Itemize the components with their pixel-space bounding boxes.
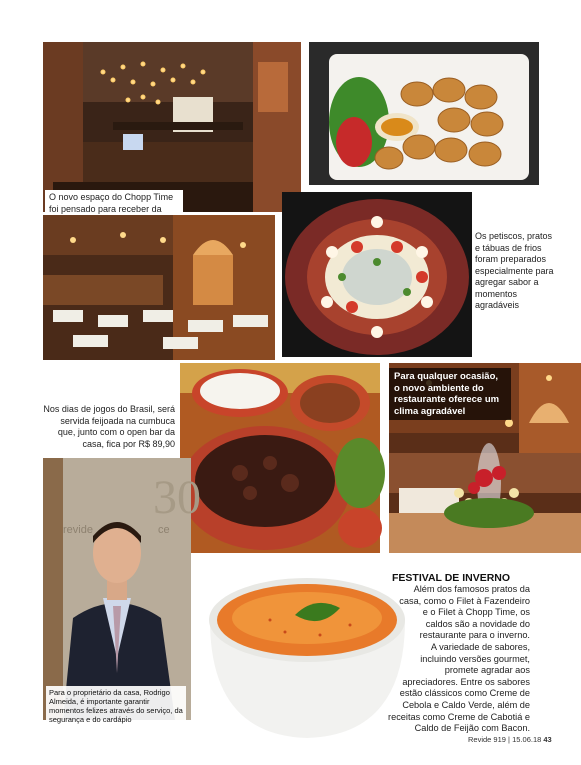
- festival-body: [360, 584, 530, 735]
- festival-line: Cebola e Caldo Verde, além de: [402, 699, 530, 710]
- caption-feijoada: Nos dias de jogos do Brasil, será servida feijoada na cumbuca que, junto com o open bar da casa, fica por R$ 89,90: [43, 404, 175, 449]
- festival-line: apreciadores. Entre os sabores: [402, 676, 530, 687]
- festival-line: caldos são a novidade do: [425, 618, 530, 629]
- photo-bar-interior: [43, 42, 301, 212]
- festival-line: estão clássicos como Creme de: [399, 688, 530, 699]
- photo-dining-room: [43, 215, 275, 360]
- photo-feijoada: [180, 363, 380, 553]
- backdrop-revide-text: revide: [63, 524, 93, 536]
- svg-text:ce: ce: [158, 524, 170, 536]
- festival-line: incluindo versões gourmet,: [420, 653, 530, 664]
- svg-text:30: 30: [153, 471, 201, 524]
- photo-owner: [43, 458, 201, 720]
- festival-line: e o Filet à Chopp Time, os: [422, 607, 530, 618]
- caption-ocasiao: Para qualquer ocasião, o novo ambiente do restaurante oferece um clima agradável: [389, 368, 511, 420]
- festival-line: receitas como Creme de Cabotiá e: [388, 711, 530, 722]
- festival-line: restaurante para o inverno.: [419, 630, 530, 641]
- festival-line: Caldo de Feijão com Bacon.: [414, 723, 530, 734]
- page-number: 43: [543, 735, 552, 744]
- caption-chopp-time: O novo espaço do Chopp Time foi pensado para receber da: [45, 190, 183, 240]
- photo-cold-cuts: [282, 192, 472, 357]
- festival-line: casa, como o Filet à Fazendeiro: [399, 595, 530, 606]
- footer-separator: |: [508, 735, 510, 744]
- festival-title: FESTIVAL DE INVERNO: [392, 572, 511, 584]
- photo-croquettes: [309, 42, 539, 185]
- festival-line: A variedade de sabores,: [430, 641, 530, 652]
- footer-date: 15.06.18: [512, 735, 542, 744]
- festival-line: Além dos famosos pratos da: [413, 584, 530, 594]
- footer-magazine: Revide 919: [468, 735, 506, 744]
- caption-proprietario: Para o proprietário da casa, Rodrigo Almeida, é importante garantir momentos felizes através do serviço, da segurança e do cardápio: [46, 686, 186, 726]
- festival-line: promete agradar aos: [444, 665, 530, 676]
- caption-petiscos: Os petiscos, pratos e tábuas de frios foram preparados especialmente para agregar sabor a momentos agradáveis: [475, 231, 554, 310]
- page-footer: [468, 735, 552, 744]
